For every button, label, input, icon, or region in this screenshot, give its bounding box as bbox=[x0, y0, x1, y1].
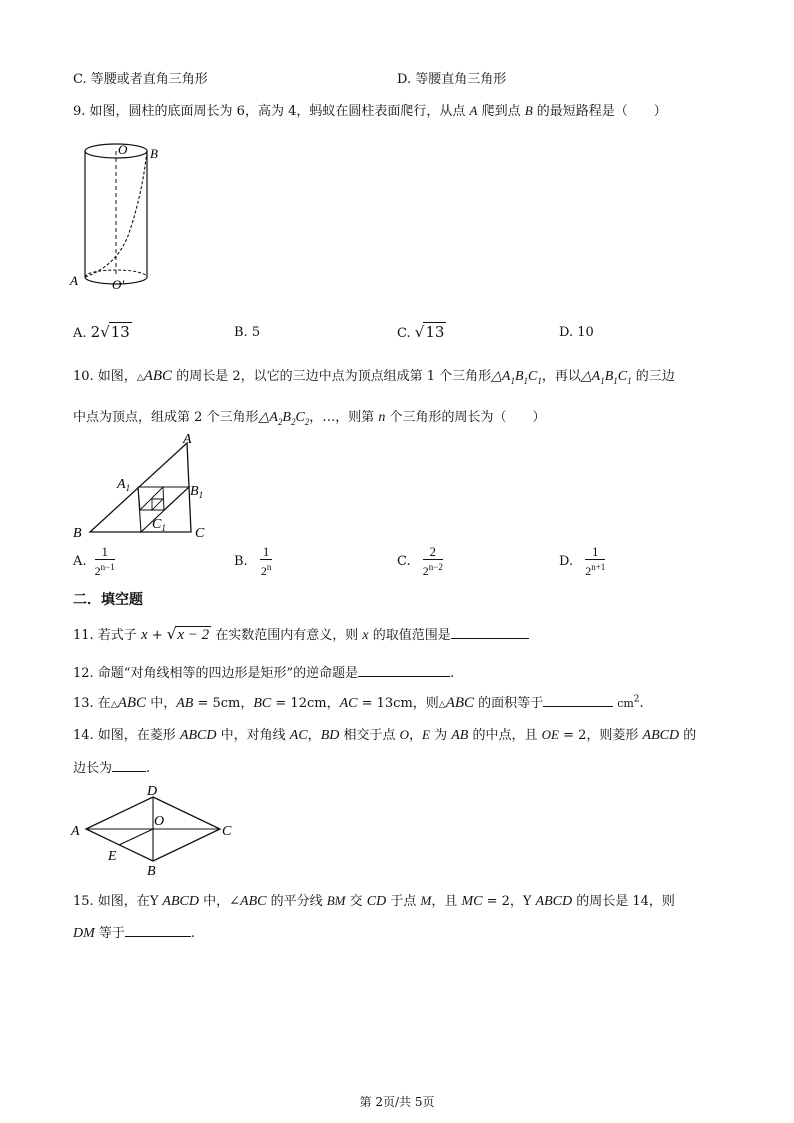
q12-stem bbox=[73, 662, 454, 681]
q10-option-b-den: 2 bbox=[260, 564, 267, 578]
q11-suffix-a: 在实数范围内有意义，则 bbox=[211, 628, 363, 643]
q10-n: n bbox=[378, 410, 386, 425]
q11-suffix-b: 的取值范围是 bbox=[368, 628, 451, 643]
q10-option-a-num: 1 bbox=[95, 544, 115, 560]
q10-tri1-b: B bbox=[514, 369, 524, 384]
q15-stem-line1 bbox=[73, 890, 675, 910]
q9-option-a-label: A. bbox=[73, 326, 91, 341]
q11-plus: + bbox=[147, 628, 167, 643]
q10-option-b-num: 1 bbox=[260, 544, 273, 560]
q10-option-a-exp: n−1 bbox=[100, 562, 115, 572]
q15-line2: 等于 bbox=[94, 926, 125, 941]
q13-v2: = 12cm， bbox=[271, 696, 340, 711]
q11-x2: x bbox=[362, 628, 369, 643]
q10-option-a bbox=[73, 544, 115, 579]
q9-stem-prefix: 9. 如图，圆柱的底面周长为 6，高为 4，蚂蚁在圆柱表面爬行，从点 bbox=[73, 104, 470, 119]
q9-option-c: C. √13 bbox=[397, 323, 445, 341]
q14-line1-g: = 2，则菱形 bbox=[558, 728, 643, 743]
q13-tri: △ bbox=[110, 700, 118, 710]
q10-tri2-sub-c: 2 bbox=[304, 416, 310, 427]
q10-option-b-exp: n bbox=[266, 562, 272, 572]
q9-option-a-coef: 2 bbox=[90, 323, 101, 341]
q14-line2: 边长为 bbox=[73, 761, 113, 776]
q10-abc: ABC bbox=[143, 368, 173, 384]
q9-option-c-radicand: 13 bbox=[425, 323, 445, 341]
q14-line1-e: 为 bbox=[429, 728, 452, 743]
q10-tri2-sub-a: 2 bbox=[277, 416, 283, 427]
q11-radicand: x − 2 bbox=[177, 627, 210, 643]
q10-line2-a: 中点为顶点，组成第 2 个三角形 bbox=[73, 410, 259, 425]
q14-rhombus-figure bbox=[66, 780, 246, 878]
q14-label-a: A bbox=[71, 824, 80, 839]
q13-prefix: 13. 在 bbox=[73, 696, 111, 711]
q15-answer-blank[interactable] bbox=[125, 924, 191, 937]
q10-tri2-b: B bbox=[282, 410, 291, 425]
q13-v3: = 13cm，则 bbox=[357, 696, 439, 711]
q10-tri2-sub-b: 2 bbox=[290, 416, 296, 427]
q15-abcd: ABCD bbox=[162, 894, 199, 909]
q15-line1-e: 于点 bbox=[386, 894, 421, 909]
q14-label-e: E bbox=[108, 849, 117, 864]
q12-answer-blank[interactable] bbox=[358, 664, 450, 677]
q15-stem-line2 bbox=[73, 922, 195, 942]
q15-dm: DM bbox=[73, 926, 95, 941]
q10-tri1-a: △A bbox=[491, 369, 511, 384]
q10-option-d-exp: n+1 bbox=[591, 562, 606, 572]
q10-tri1b-a: △A bbox=[580, 369, 601, 384]
q9-label-o: O bbox=[118, 142, 128, 157]
q10-tri1b-c: C bbox=[617, 369, 628, 384]
q15-abc: ABC bbox=[240, 894, 267, 909]
q10-option-c-num: 2 bbox=[423, 544, 443, 560]
q10-label-b: B bbox=[73, 526, 82, 541]
q10-label-c: C bbox=[195, 526, 205, 541]
q14-ab: AB bbox=[451, 728, 469, 743]
q14-line1-f: 的中点，且 bbox=[468, 728, 542, 743]
q9-stem-suffix: 的最短路程是（ ） bbox=[532, 104, 667, 119]
q15-line1-c: 的平分线 bbox=[266, 894, 327, 909]
q10-option-c-den: 2 bbox=[422, 564, 429, 578]
q9-label-a: A bbox=[70, 273, 78, 288]
q14-line1-h: 的 bbox=[679, 728, 697, 743]
q10-stem-line2 bbox=[73, 406, 546, 427]
q15-para: Y bbox=[149, 894, 159, 909]
q10-tri1b-sub-b: 1 bbox=[613, 375, 618, 386]
q10-option-c-label: C. bbox=[397, 554, 411, 569]
q10-option-b-label: B. bbox=[234, 554, 248, 569]
q13-bc: BC bbox=[253, 696, 272, 711]
q14-label-o: O bbox=[154, 814, 165, 829]
q10-line1-b: 的周长是 2，以它的三边中点为顶点组成第 1 个三角形 bbox=[172, 369, 492, 384]
q14-stem-line2 bbox=[73, 757, 150, 776]
q15-line1-f: ，且 bbox=[431, 894, 462, 909]
q14-abcd: ABCD bbox=[179, 728, 217, 743]
q14-line1-c: 相交于点 bbox=[339, 728, 400, 743]
q10-line2-b: ，…，则第 bbox=[309, 410, 379, 425]
q13-ac: AC bbox=[339, 696, 358, 711]
q15-line1-d: 交 bbox=[345, 894, 367, 909]
q8-option-c: C. 等腰或者直角三角形 bbox=[73, 72, 208, 87]
q10-tri: △ bbox=[136, 373, 144, 383]
q9-label-b: B bbox=[150, 146, 158, 161]
q10-option-c bbox=[397, 544, 443, 579]
q15-line1-h: 的周长是 14，则 bbox=[572, 894, 675, 909]
q13-answer-blank[interactable] bbox=[543, 694, 613, 707]
q14-bd: BD bbox=[320, 728, 340, 743]
q13-unit: cm bbox=[617, 697, 634, 710]
q15-line1-b: 中， bbox=[198, 894, 230, 909]
q10-option-b bbox=[234, 544, 272, 579]
q15-abcd2: ABCD bbox=[535, 894, 573, 909]
q10-line2-c: 个三角形的周长为（ ） bbox=[385, 410, 546, 425]
q10-tri1b-sub-c: 1 bbox=[627, 375, 632, 386]
q14-answer-blank[interactable] bbox=[112, 759, 146, 772]
q10-tri2-a: △A bbox=[258, 410, 278, 425]
q14-e: E bbox=[422, 727, 430, 742]
q14-o: O bbox=[399, 727, 410, 742]
q14-label-c: C bbox=[222, 824, 232, 839]
q10-tri1-sub-a: 1 bbox=[510, 375, 515, 386]
q13-stem bbox=[73, 692, 644, 712]
q14-oe: OE bbox=[541, 727, 559, 742]
q14-line1-d: ， bbox=[409, 728, 423, 743]
q13-mid2: 的面积等于 bbox=[474, 696, 544, 711]
q15-bm: BM bbox=[326, 893, 346, 908]
q15-cd: CD bbox=[366, 894, 387, 909]
q11-prefix: 11. 若式子 bbox=[73, 628, 141, 643]
q10-tri1b-b: B bbox=[604, 369, 614, 384]
q10-line1-a: 10. 如图， bbox=[73, 369, 137, 384]
q11-answer-blank[interactable] bbox=[451, 626, 529, 639]
q15-mc: MC bbox=[461, 894, 483, 909]
q10-option-a-den: 2 bbox=[94, 564, 101, 578]
q15-end: . bbox=[190, 926, 196, 941]
q10-option-d-label: D. bbox=[559, 554, 574, 569]
q15-line1-g: = 2， bbox=[482, 894, 523, 909]
q14-end: . bbox=[146, 761, 151, 776]
q15-line1-a: 15. 如图，在 bbox=[73, 894, 150, 909]
q15-para2: Y bbox=[522, 894, 532, 909]
q10-label-a: A bbox=[183, 432, 192, 447]
q13-end: . bbox=[639, 696, 644, 711]
q9-option-b: B. 5 bbox=[234, 325, 261, 340]
q14-line1-a: 14. 如图，在菱形 bbox=[73, 728, 180, 743]
q10-label-c1: $C_1$ bbox=[152, 517, 166, 533]
q12-text: 12. 命题“对角线相等的四边形是矩形”的逆命题是 bbox=[73, 666, 359, 681]
q13-v1: = 5cm， bbox=[193, 696, 254, 711]
q12-end: . bbox=[450, 666, 455, 681]
section-title-fill-blank: 二．填空题 bbox=[73, 592, 143, 608]
q10-tri2-c: C bbox=[295, 410, 305, 425]
q14-abcd2: ABCD bbox=[642, 728, 680, 743]
q14-label-d: D bbox=[147, 784, 158, 799]
q10-line1-d: 的三边 bbox=[631, 369, 675, 384]
q10-triangle-figure bbox=[66, 430, 216, 542]
q9-label-o-prime: O' bbox=[112, 277, 125, 292]
q11-stem: 11. 若式子 x + √x − 2 在实数范围内有意义，则 x 的取值范围是 bbox=[73, 624, 529, 644]
q10-option-d-den: 2 bbox=[585, 564, 592, 578]
page-footer: 第 2页/共 5页 bbox=[359, 1095, 435, 1109]
q13-abc: ABC bbox=[117, 695, 147, 711]
q10-option-d bbox=[559, 544, 605, 579]
q9-stem-mid: 爬到点 bbox=[477, 104, 525, 119]
q10-line1-c: ，再以 bbox=[541, 369, 581, 384]
q10-option-d-num: 1 bbox=[585, 544, 605, 560]
q9-option-d: D. 10 bbox=[559, 325, 594, 340]
q9-option-c-label: C. bbox=[397, 326, 415, 341]
q13-unit-exp: 2 bbox=[633, 694, 640, 705]
q13-tri2: △ bbox=[438, 700, 446, 710]
q10-tri1-sub-c: 1 bbox=[537, 375, 542, 386]
q9-cylinder-figure bbox=[66, 136, 176, 296]
q10-tri1b-sub-a: 1 bbox=[600, 375, 605, 386]
q10-label-a1: $A_1$ bbox=[117, 477, 131, 493]
q14-stem-line1 bbox=[73, 724, 696, 744]
q15-angle: ∠ bbox=[229, 894, 241, 909]
q10-stem-line1 bbox=[73, 365, 675, 386]
q14-comma: ， bbox=[307, 728, 321, 743]
q9-stem bbox=[73, 100, 667, 119]
q14-ac: AC bbox=[289, 728, 308, 743]
q15-m: M bbox=[420, 893, 432, 908]
q13-ab: AB bbox=[176, 696, 194, 711]
q9-option-a: A. 2√13 bbox=[73, 323, 130, 341]
q9-point-a: A bbox=[469, 103, 478, 118]
q8-option-d: D. 等腰直角三角形 bbox=[397, 72, 507, 87]
q13-mid1: 中， bbox=[146, 696, 177, 711]
q9-option-a-radicand: 13 bbox=[110, 323, 130, 341]
q11-x: x bbox=[140, 627, 148, 643]
q10-tri1-sub-b: 1 bbox=[523, 375, 529, 386]
q14-label-b: B bbox=[147, 864, 156, 878]
q10-option-c-exp: n−2 bbox=[428, 562, 443, 572]
q13-abc2: ABC bbox=[445, 695, 475, 711]
q10-label-b1: $B_1$ bbox=[190, 484, 204, 500]
q10-tri1-c: C bbox=[528, 369, 538, 384]
q14-line1-b: 中，对角线 bbox=[216, 728, 290, 743]
q9-point-b: B bbox=[524, 103, 533, 118]
q10-option-a-label: A. bbox=[73, 554, 87, 569]
